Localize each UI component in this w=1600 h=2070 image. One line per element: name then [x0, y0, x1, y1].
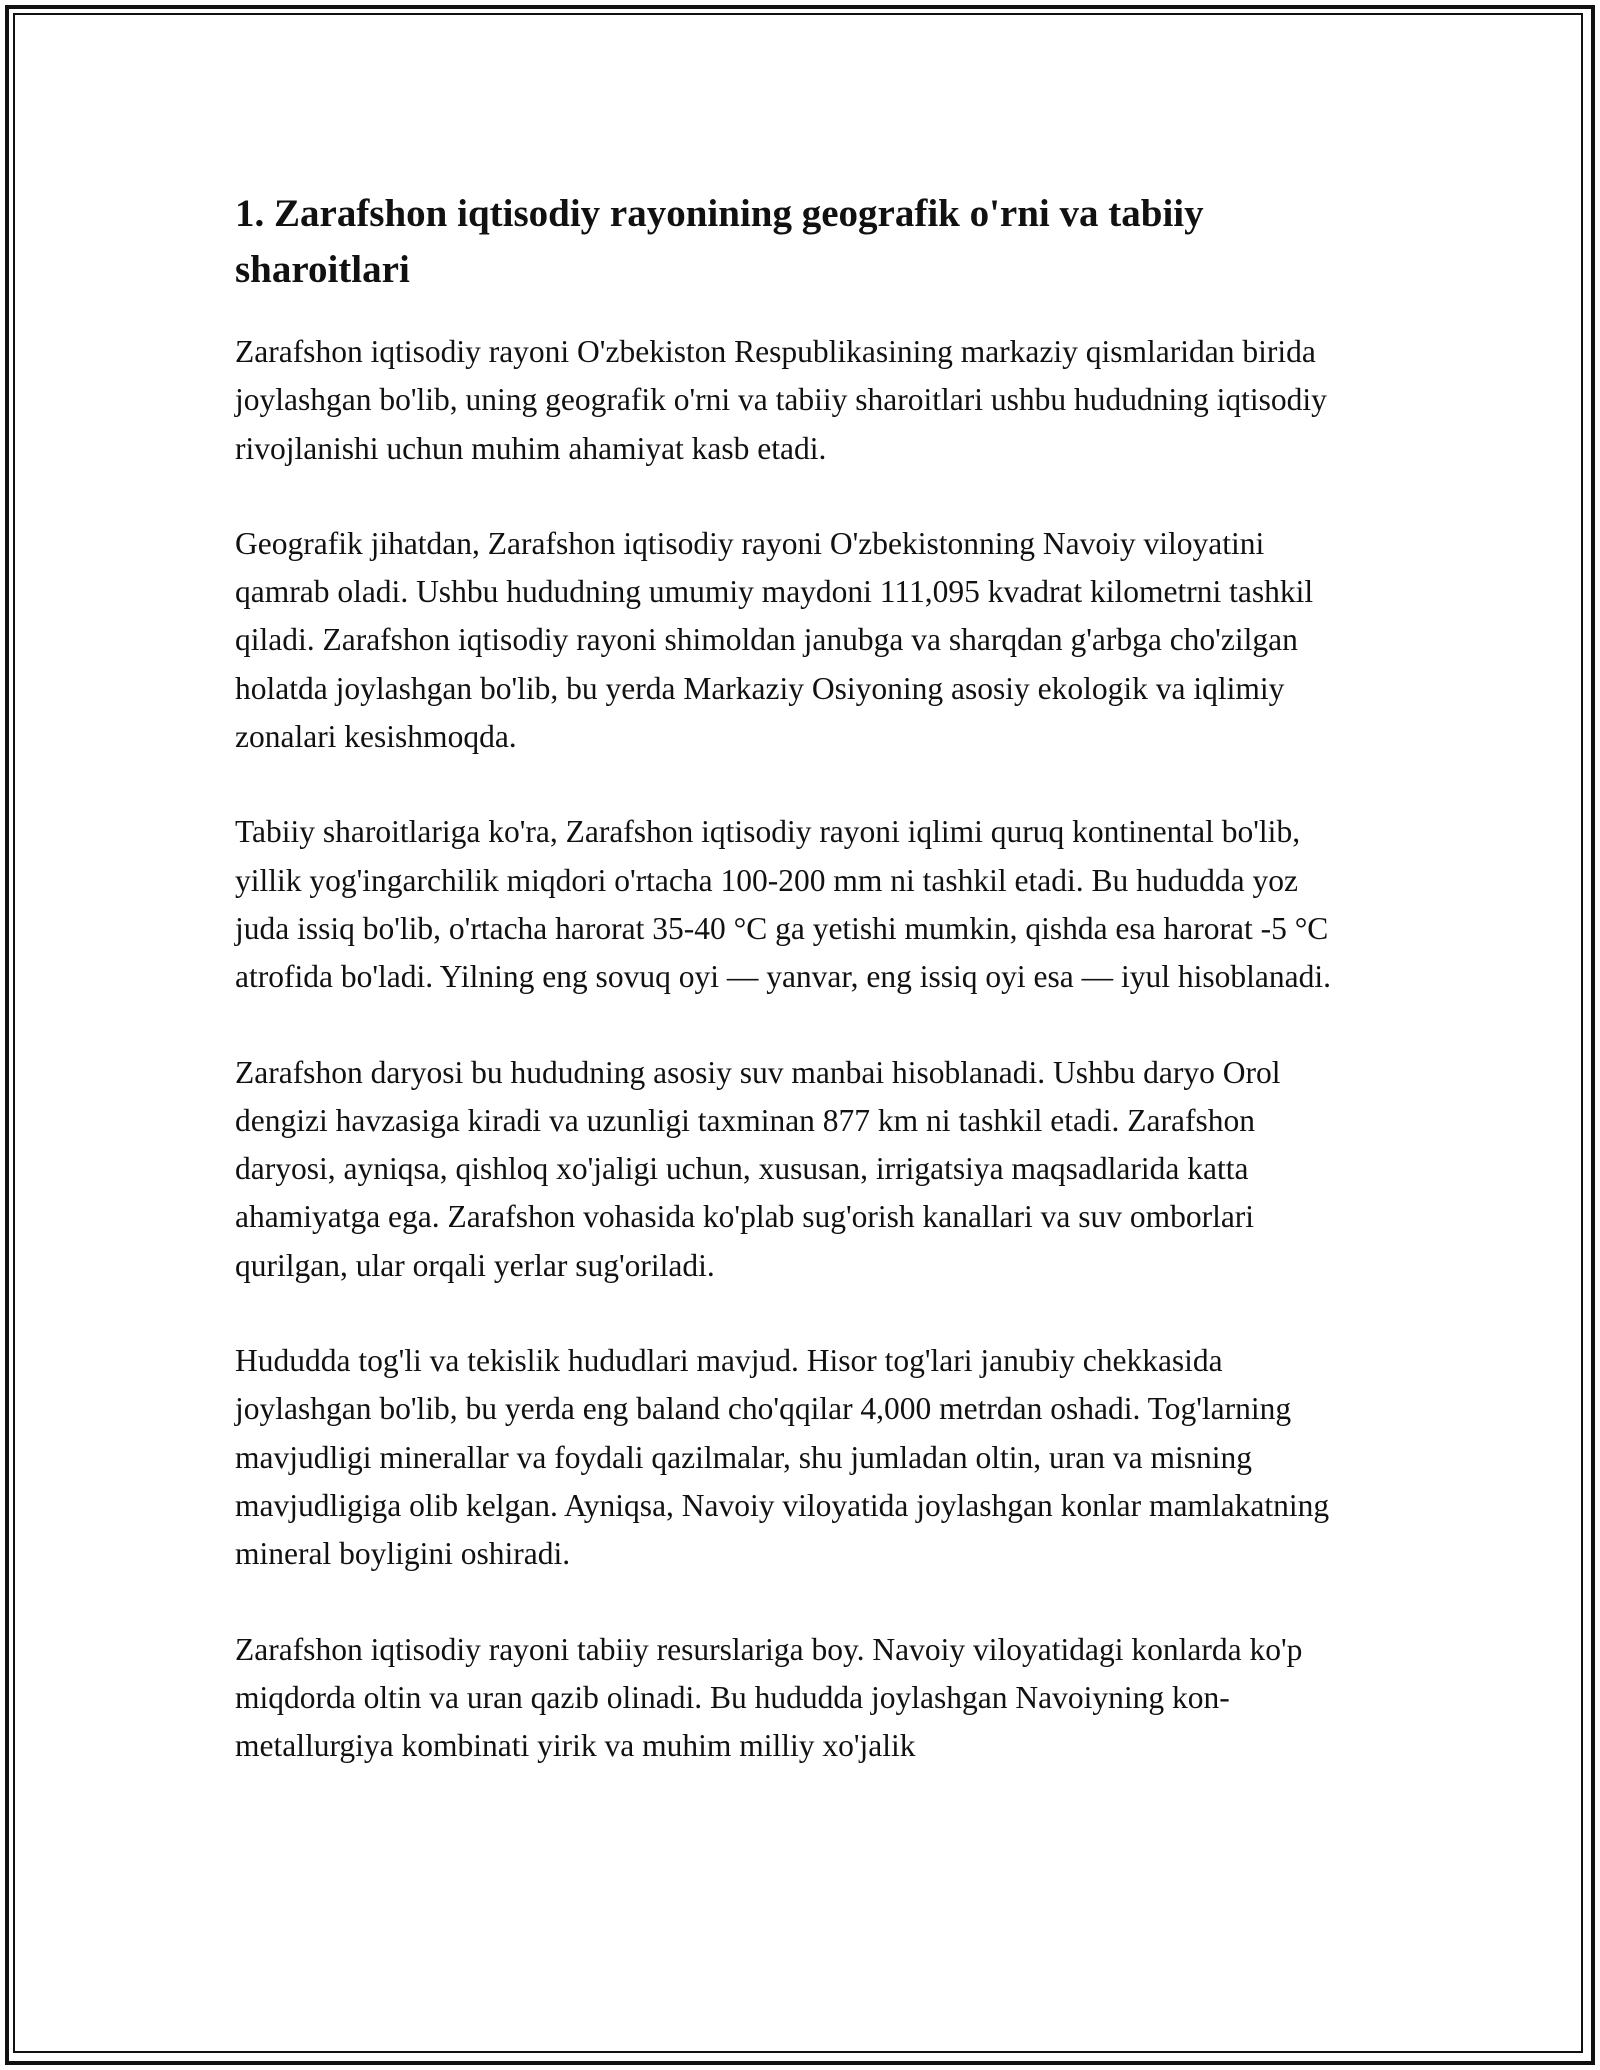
paragraph-climate: Tabiiy sharoitlariga ko'ra, Zarafshon iqtisodiy rayoni iqlimi quruq kontinental bo'lib, yillik yog'ingarchilik miqdori o'rtacha 100-200 mm ni tashkil etadi. Bu hududda yoz juda issiq bo'lib, o'rtacha harorat 35-40 °C ga yetishi mumkin, qishda esa harorat -5 °C atrofida bo'ladi. Yilning eng sovuq oyi — yanvar, eng issiq oyi esa — iyul hisoblanadi. [235, 814, 1331, 995]
paragraph-resources: Zarafshon iqtisodiy rayoni tabiiy resurslariga boy. Navoiy viloyatidagi konlarda ko'p miqdorda oltin va uran qazib olinadi. Bu hududda joylashgan Navoiyning kon-metallurgiya kombinati yirik va muhim milliy xo'jalik [235, 1631, 1303, 1764]
paragraph-relief: Hududda tog'li va tekislik hududlari mavjud. Hisor tog'lari janubiy chekkasida joylashgan bo'lib, bu yerda eng baland cho'qqilar 4,000 metrdan oshadi. Tog'larning mavjudligi minerallar va foydali qazilmalar, shu jumladan oltin, uran va misning mavjudligiga olib kelgan. Ayniqsa, Navoiy viloyatida joylashgan konlar mamlakatning mineral boyligini oshiradi. [235, 1343, 1330, 1572]
paragraph-intro: Zarafshon iqtisodiy rayoni O'zbekiston Respublikasining markaziy qismlaridan birida joylashgan bo'lib, uning geografik o'rni va tabiiy sharoitlari ushbu hududning iqtisodiy rivojlanishi uchun muhim ahamiyat kasb etadi. [235, 334, 1327, 466]
section-title: 1. Zarafshon iqtisodiy rayonining geografik o'rni va tabiiy sharoitlari [235, 192, 1204, 291]
document-body [235, 186, 1355, 1817]
paragraph-geography: Geografik jihatdan, Zarafshon iqtisodiy rayoni O'zbekistonning Navoiy viloyatini qamrab oladi. Ushbu hududning umumiy maydoni 111,095 kvadrat kilometrni tashkil qiladi. Zarafshon iqtisodiy rayoni shimoldan janubga va sharqdan g'arbga cho'zilgan holatda joylashgan bo'lib, bu yerda Markaziy Osiyoning asosiy ekologik va iqlimiy zonalari kesishmoqda. [235, 525, 1314, 755]
paragraph-river: Zarafshon daryosi bu hududning asosiy suv manbai hisoblanadi. Ushbu daryo Orol dengizi havzasiga kiradi va uzunligi taxminan 877 km ni tashkil etadi. Zarafshon daryosi, ayniqsa, qishloq xo'jaligi uchun, xususan, irrigatsiya maqsadlarida katta ahamiyatga ega. Zarafshon vohasida ko'plab sug'orish kanallari va suv omborlari qurilgan, ular orqali yerlar sug'oriladi. [235, 1054, 1281, 1283]
